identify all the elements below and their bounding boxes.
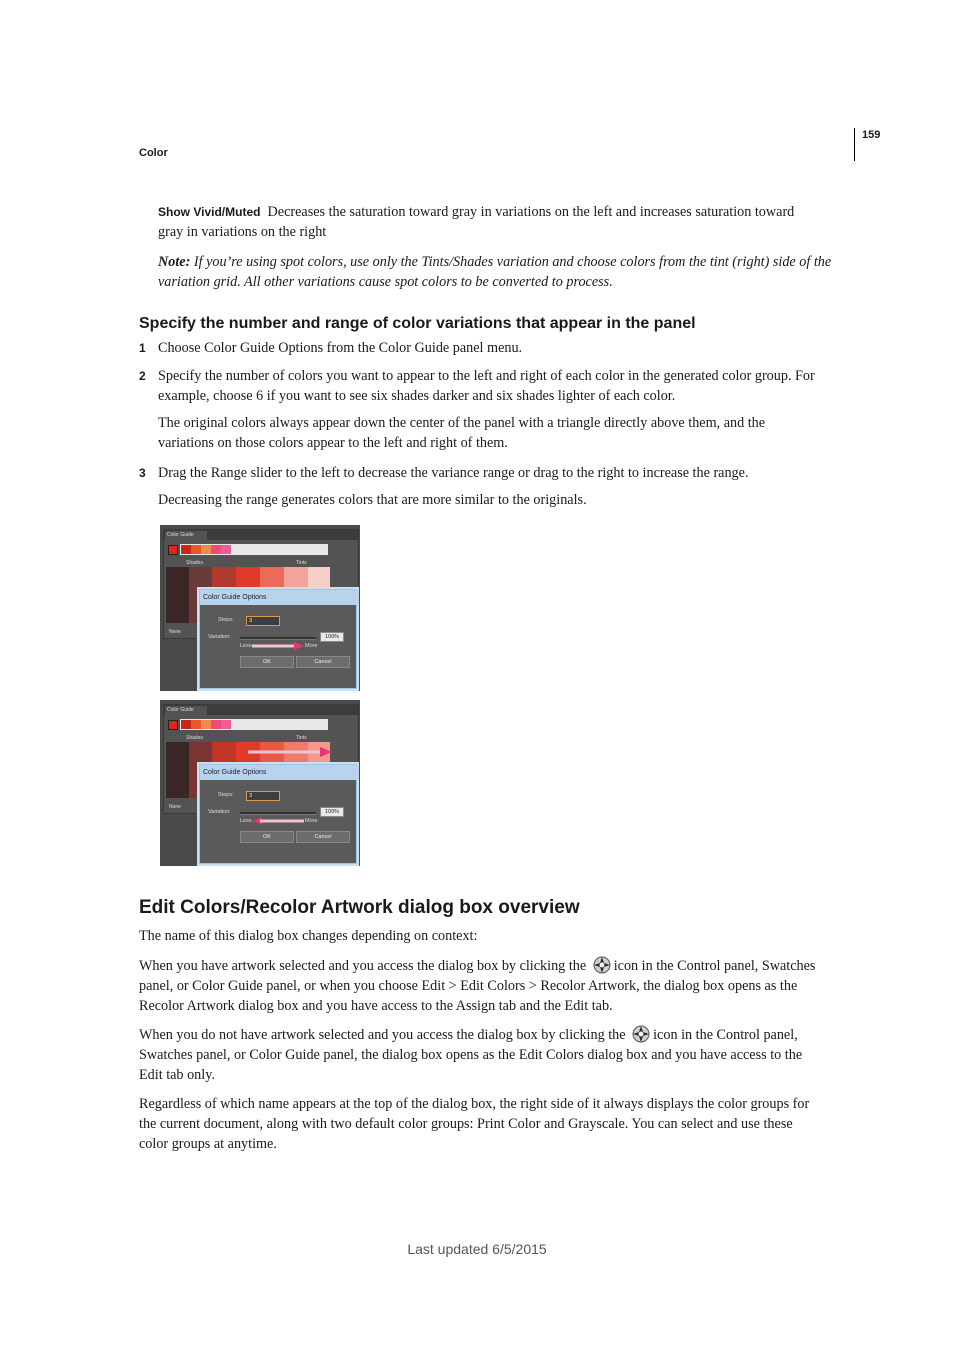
more-label: More [305, 643, 318, 649]
steps-field-2[interactable]: 3 [246, 791, 280, 801]
heading-edit-colors: Edit Colors/Recolor Artwork dialog box overview [139, 897, 580, 918]
base-color-swatch-2[interactable] [168, 720, 178, 730]
step-2-line-2: example, choose 6 if you want to see six shades darker and six shades lighter of each color. [158, 388, 676, 404]
strip-swatch [201, 545, 211, 554]
step-1-number: 1 [139, 341, 146, 355]
ok-button[interactable]: OK [240, 656, 294, 668]
color-group-row-2 [166, 718, 356, 731]
paragraph-1: The name of this dialog box changes depending on context: [139, 928, 478, 944]
variation-label: Variation: [208, 634, 231, 640]
color-guide-options-dialog-2 [199, 764, 357, 864]
section-title: Color [139, 147, 168, 159]
less-label: Less [240, 643, 252, 649]
recolor-artwork-icon [592, 955, 612, 975]
cancel-button-2[interactable]: Cancel [296, 831, 350, 843]
panel-tab-color-guide[interactable]: Color Guide [165, 531, 207, 540]
variation-label-2: Variation: [208, 809, 231, 815]
tints-label-2: Tints [296, 735, 307, 741]
strip-swatch [191, 545, 201, 554]
strip-swatch [211, 545, 221, 554]
none-label-2: None [169, 804, 181, 810]
p4-line-1: Regardless of which name appears at the top of the dialog box, the right side of it always displays the color groups for [139, 1096, 810, 1112]
tints-label: Tints [296, 560, 307, 566]
step-3-number: 3 [139, 466, 146, 480]
paragraph-2 [139, 955, 859, 1016]
variation-value[interactable]: 100% [320, 632, 344, 642]
paragraph-3 [139, 1024, 859, 1085]
strip-swatch [211, 720, 221, 729]
footer-last-updated: Last updated 6/5/2015 [407, 1241, 547, 1257]
panel-tab-color-guide-2[interactable]: Color Guide [165, 706, 207, 715]
strip-swatch [201, 720, 211, 729]
shades-label: Shades [186, 560, 203, 566]
p4-line-3: color groups at anytime. [139, 1136, 277, 1152]
arrow-right-icon [252, 642, 304, 650]
note-line-2: variation grid. All other variations cause spot colors to be converted to process. [158, 274, 613, 290]
strip-swatch [221, 545, 231, 554]
page-number: 159 [862, 129, 881, 141]
vivid-paragraph [158, 202, 858, 242]
arrow-left-icon [252, 817, 304, 825]
color-guide-options-dialog [199, 589, 357, 689]
steps-label-2: Steps: [218, 792, 234, 798]
color-group-row [166, 543, 356, 556]
steps-field[interactable]: 3 [246, 616, 280, 626]
cancel-button[interactable]: Cancel [296, 656, 350, 668]
step-2-follow [158, 413, 858, 453]
more-label-2: More [305, 818, 318, 824]
strip-swatch [181, 545, 191, 554]
p2-line-3: Recolor Artwork dialog box and you have access to the Assign tab and the Edit tab. [139, 998, 613, 1014]
note-label: Note: [158, 254, 191, 270]
vivid-term: Show Vivid/Muted [158, 205, 261, 219]
p4-line-2: the current document, along with two default color groups: Print Color and Grayscale. You can select and use these [139, 1116, 793, 1132]
screenshot-color-guide-more [160, 525, 360, 691]
dialog-title-2: Color Guide Options [200, 765, 359, 780]
step-1-text: Choose Color Guide Options from the Color Guide panel menu. [158, 340, 523, 356]
ok-button-2[interactable]: OK [240, 831, 294, 843]
variation-value-2[interactable]: 100% [320, 807, 344, 817]
step-3-text: Drag the Range slider to the left to decrease the variance range or drag to the right to increase the range. [158, 465, 749, 481]
header-rule [854, 128, 855, 161]
step-2-number: 2 [139, 369, 146, 383]
less-label-2: Less [240, 818, 252, 824]
p3-line-2: Swatches panel, or Color Guide panel, the dialog box opens as the Edit Colors dialog box and you have access to the [139, 1047, 803, 1063]
p2-line-2: panel, or Color Guide panel, or when you choose Edit > Edit Colors > Recolor Artwork, the dialog box opens as the [139, 978, 798, 994]
recolor-artwork-icon [631, 1024, 651, 1044]
step-3-follow: Decreasing the range generates colors that are more similar to the originals. [158, 492, 587, 508]
strip-swatch [191, 720, 201, 729]
p2-part-b: icon in the Control panel, Swatches [613, 958, 816, 974]
vivid-text-2: gray in variations on the right [158, 224, 327, 240]
steps-label: Steps: [218, 617, 234, 623]
note-line-1: If you’re using spot colors, use only the Tints/Shades variation and choose colors from the tint (right) side of the [193, 254, 832, 270]
step-2-line-1: Specify the number of colors you want to appear to the left and right of each color in the generated color group. For [158, 368, 815, 384]
paragraph-4 [139, 1094, 859, 1154]
strip-swatch [221, 720, 231, 729]
strip-swatch [181, 720, 191, 729]
p2-part-a: When you have artwork selected and you access the dialog box by clicking the [139, 958, 587, 974]
step-2-follow-line-1: The original colors always appear down the center of the panel with a triangle directly above them, and the [158, 415, 766, 431]
variation-slider[interactable] [240, 637, 316, 640]
variation-slider-2[interactable] [240, 812, 316, 815]
base-color-swatch[interactable] [168, 545, 178, 555]
vivid-text: Decreases the saturation toward gray in variations on the left and increases saturation toward [267, 204, 795, 220]
note-paragraph [158, 252, 858, 292]
screenshot-color-guide-less [160, 700, 360, 866]
dialog-title: Color Guide Options [200, 590, 359, 605]
p3-part-a: When you do not have artwork selected and you access the dialog box by clicking the [139, 1027, 626, 1043]
none-label: None [169, 629, 181, 635]
step-2-follow-line-2: variations on those colors appear to the left and right of them. [158, 435, 508, 451]
heading-range: Specify the number and range of color variations that appear in the panel [139, 315, 696, 332]
strip-empty [238, 544, 328, 555]
arrow-right-icon [248, 747, 332, 757]
step-2-text [158, 366, 858, 406]
p3-part-b: icon in the Control panel, [653, 1027, 798, 1043]
shades-label-2: Shades [186, 735, 203, 741]
p3-line-3: Edit tab only. [139, 1067, 215, 1083]
